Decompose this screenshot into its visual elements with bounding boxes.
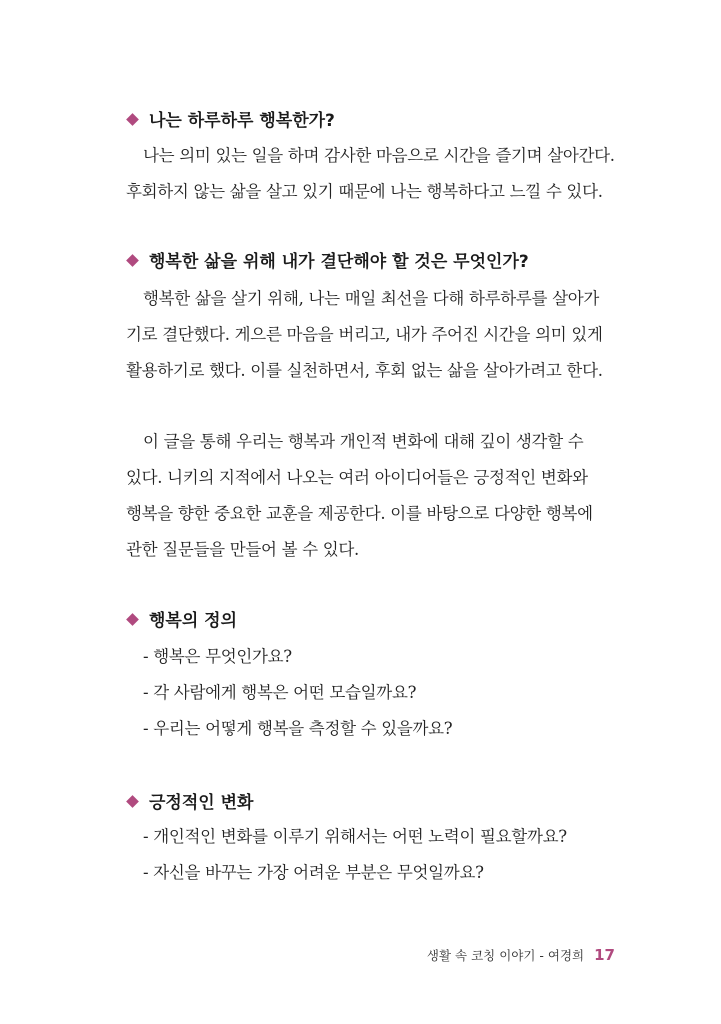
body-line: 있다. 니키의 지적에서 나오는 여러 아이디어들은 긍정적인 변화와 bbox=[126, 468, 588, 487]
body-line: 이 글을 통해 우리는 행복과 개인적 변화에 대해 깊이 생각할 수 bbox=[143, 432, 584, 451]
section-heading-3: 행복의 정의 bbox=[126, 606, 237, 631]
page-number: 17 bbox=[594, 946, 615, 964]
page-footer bbox=[427, 946, 615, 964]
body-line: 후회하지 않는 삶을 살고 있기 때문에 나는 행복하다고 느낄 수 있다. bbox=[126, 182, 603, 201]
diamond-bullet-icon bbox=[126, 795, 139, 808]
diamond-bullet-icon bbox=[126, 613, 139, 626]
list-item: - 우리는 어떻게 행복을 측정할 수 있을까요? bbox=[143, 719, 453, 738]
section-heading-2: 행복한 삶을 위해 내가 결단해야 할 것은 무엇인가? bbox=[126, 247, 529, 272]
body-line: 나는 의미 있는 일을 하며 감사한 마음으로 시간을 즐기며 살아간다. bbox=[143, 146, 615, 165]
body-line: 행복한 삶을 살기 위해, 나는 매일 최선을 다해 하루하루를 살아가 bbox=[143, 289, 600, 308]
section-heading-1: 나는 하루하루 행복한가? bbox=[126, 106, 335, 131]
body-line: 관한 질문들을 만들어 볼 수 있다. bbox=[126, 540, 359, 559]
list-item: - 행복은 무엇인가요? bbox=[143, 647, 292, 666]
body-line: 기로 결단했다. 게으른 마음을 버리고, 내가 주어진 시간을 의미 있게 bbox=[126, 325, 603, 344]
list-item: - 자신을 바꾸는 가장 어려운 부분은 무엇일까요? bbox=[143, 863, 484, 882]
body-line: 활용하기로 했다. 이를 실천하면서, 후회 없는 삶을 살아가려고 한다. bbox=[126, 361, 603, 380]
list-item: - 각 사람에게 행복은 어떤 모습일까요? bbox=[143, 683, 417, 702]
running-title: 생활 속 코칭 이야기 - 여경희 bbox=[426, 948, 585, 963]
diamond-bullet-icon bbox=[126, 113, 139, 126]
list-item: - 개인적인 변화를 이루기 위해서는 어떤 노력이 필요할까요? bbox=[143, 827, 567, 846]
diamond-bullet-icon bbox=[126, 254, 139, 267]
body-line: 행복을 향한 중요한 교훈을 제공한다. 이를 바탕으로 다양한 행복에 bbox=[126, 504, 593, 523]
section-heading-4: 긍정적인 변화 bbox=[126, 788, 253, 813]
